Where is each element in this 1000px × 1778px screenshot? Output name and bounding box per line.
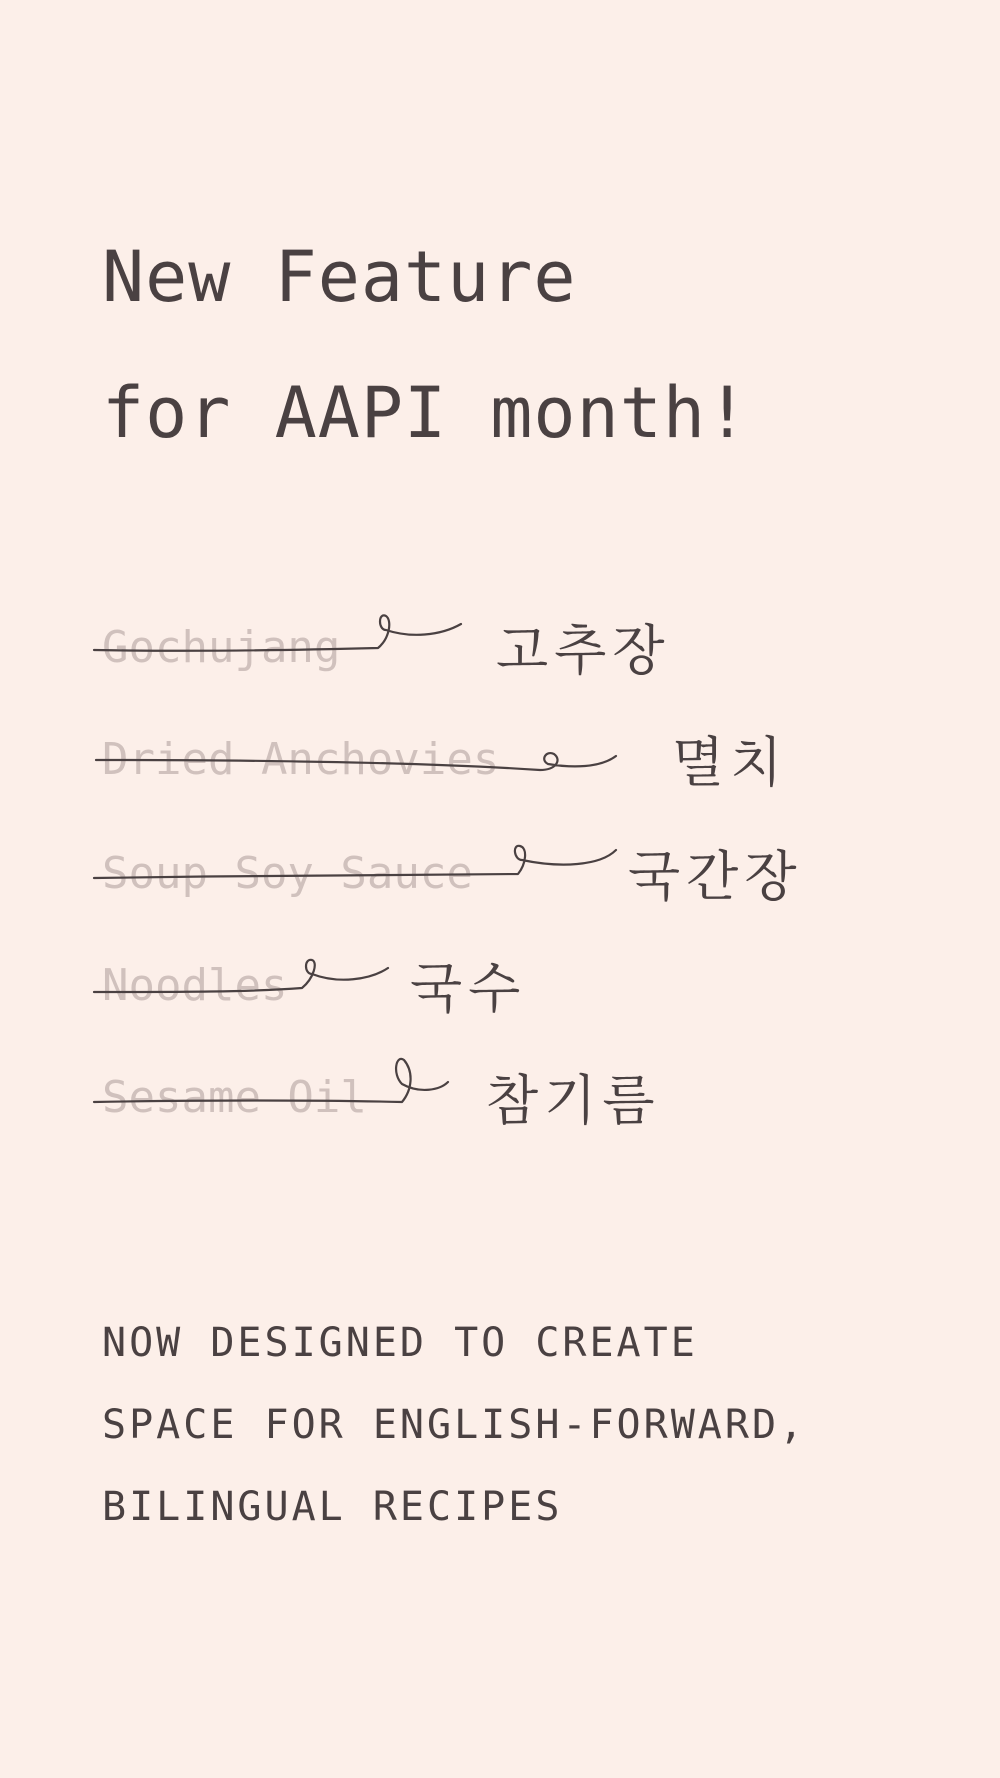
ingredient-korean-soup-soy-sauce: 국간장 [628,845,803,908]
headline-line-1: New Feature [102,236,577,318]
ingredient-korean-dried-anchovies: 멸치 [672,731,789,794]
ingredient-item-dried-anchovies [0,712,1000,822]
ingredient-english-soup-soy-sauce: Soup Soy Sauce [102,848,473,899]
strikethrough-scribble-dried-anchovies [0,712,1000,822]
ingredient-english-dried-anchovies: Dried Anchovies [102,734,500,785]
ingredient-korean-sesame-oil: 참기름 [486,1069,661,1132]
tagline-line-1: NOW DESIGNED TO CREATE [102,1320,698,1366]
tagline-line-3: BILINGUAL RECIPES [102,1484,563,1530]
ingredient-english-gochujang: Gochujang [102,622,341,673]
ingredient-english-noodles: Noodles [102,960,288,1011]
headline-line-2: for AAPI month! [102,372,750,454]
ingredient-item-soup-soy-sauce [0,826,1000,936]
strikethrough-scribble-soup-soy-sauce [0,826,1000,936]
ingredient-korean-noodles: 국수 [410,957,527,1020]
ingredient-english-sesame-oil: Sesame Oil [102,1072,367,1123]
ingredient-item-gochujang [0,600,1000,710]
ingredient-item-noodles [0,938,1000,1048]
ingredient-korean-gochujang: 고추장 [496,619,671,682]
tagline-line-2: SPACE FOR ENGLISH-FORWARD, [102,1402,807,1448]
ingredient-item-sesame-oil [0,1050,1000,1160]
